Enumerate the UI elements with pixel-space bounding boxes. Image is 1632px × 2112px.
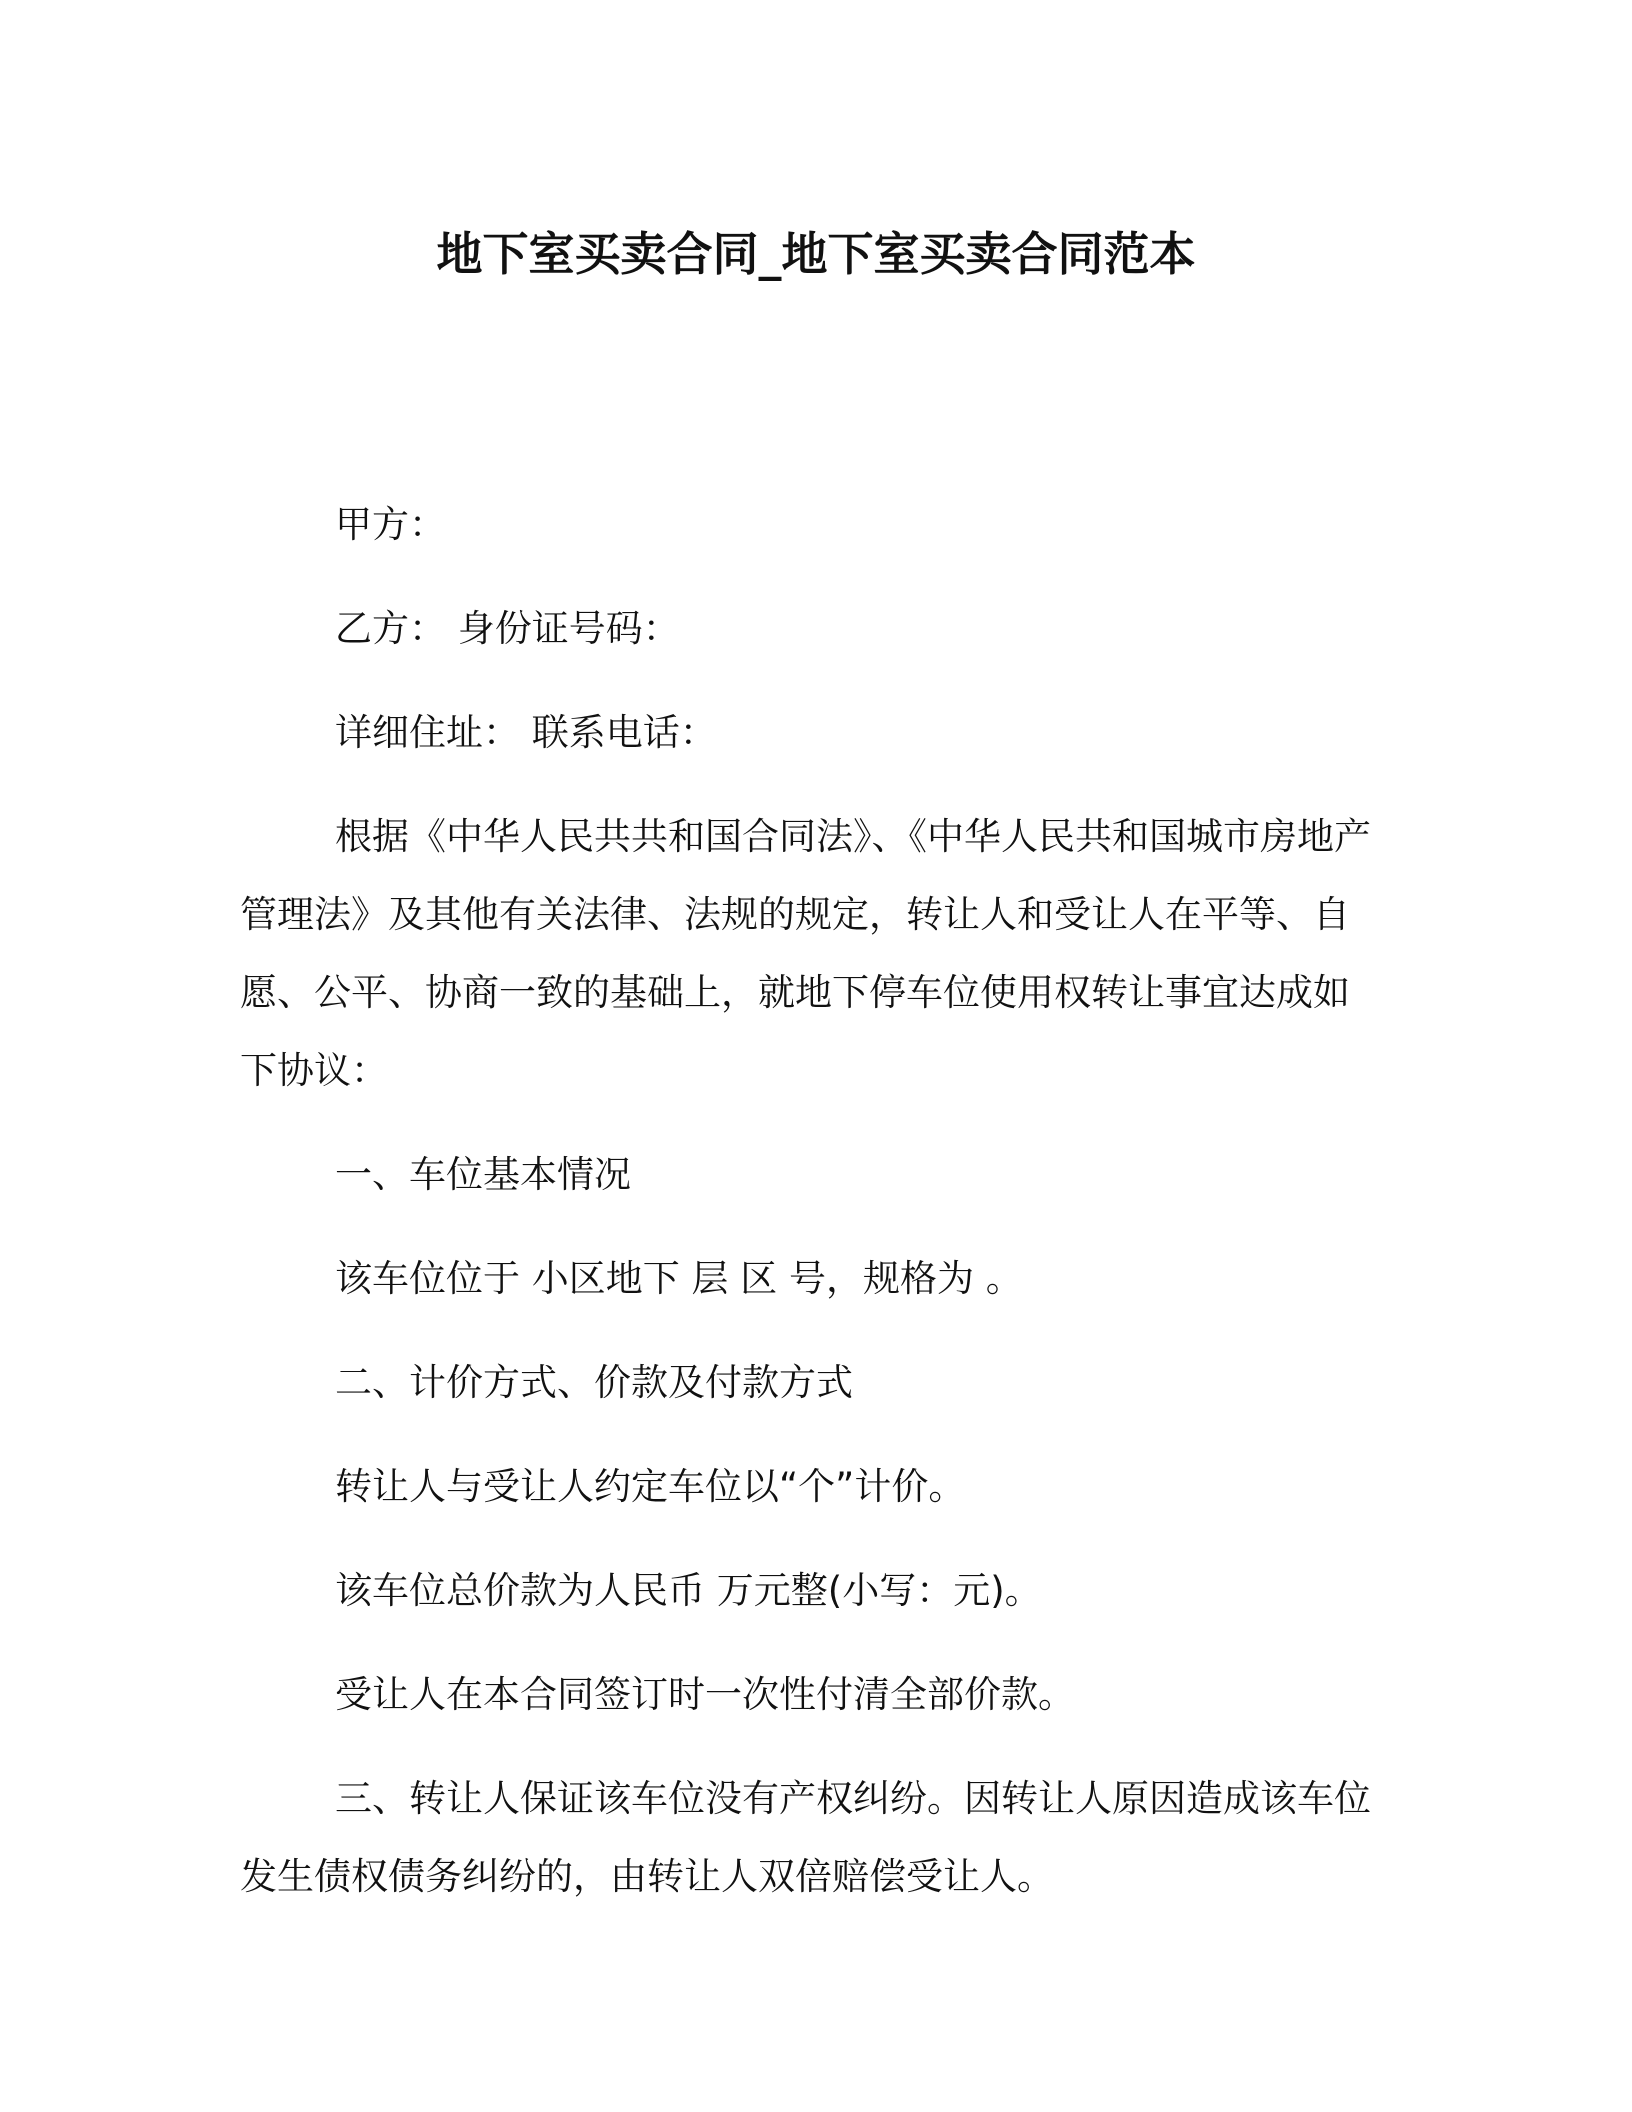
section-three-paragraph: 三、转让人保证该车位没有产权纠纷。因转让人原因造成该车位发生债权债务纠纷的，由转让人双倍赔偿受让人。 — [240, 1777, 1371, 1898]
party-a-line: 甲方： — [335, 503, 446, 546]
section-two-heading: 二、计价方式、价款及付款方式 — [335, 1361, 853, 1404]
document-body — [240, 486, 1380, 1942]
party-b-line: 乙方： 身份证号码： — [335, 607, 680, 650]
total-price-paragraph: 该车位总价款为人民币 万元整(小写：元)。 — [335, 1569, 1042, 1612]
payment-paragraph: 受让人在本合同签订时一次性付清全部价款。 — [335, 1673, 1075, 1716]
section-one-heading: 一、车位基本情况 — [335, 1153, 631, 1196]
document-title: 地下室买卖合同_地下室买卖合同范本 — [436, 227, 1196, 281]
address-phone-line: 详细住址： 联系电话： — [335, 711, 717, 754]
parking-location-paragraph: 该车位位于 小区地下 层 区 号，规格为 。 — [335, 1257, 1023, 1300]
pricing-unit-paragraph: 转让人与受让人约定车位以“个”计价。 — [335, 1465, 966, 1508]
legal-basis-paragraph: 根据《中华人民共共和国合同法》、《中华人民共和国城市房地产管理法》及其他有关法律、法规的规定，转让人和受让人在平等、自愿、公平、协商一致的基础上，就地下停车位使用权转让事宜达成如下协议： — [240, 815, 1371, 1092]
